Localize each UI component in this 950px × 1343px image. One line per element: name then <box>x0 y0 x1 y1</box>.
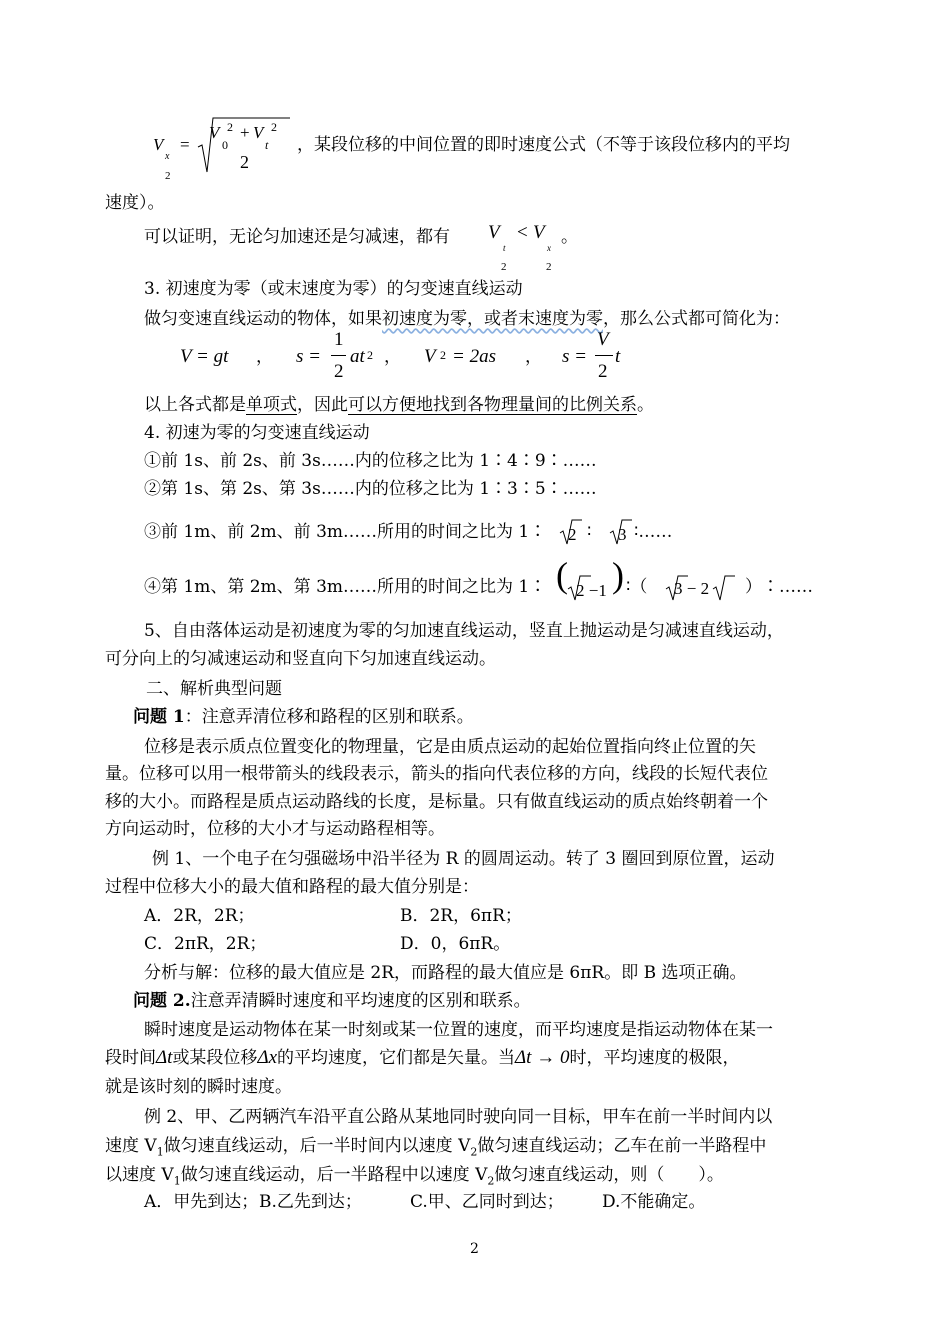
subscript: 1 <box>156 1145 164 1159</box>
formula-den: 2 <box>240 152 249 172</box>
formula-num-b-sup: 2 <box>271 120 277 134</box>
sqrt-icon <box>666 576 688 600</box>
question1-label: 问题 1 <box>133 707 185 727</box>
question2-text: 注意弄清瞬时速度和平均速度的区别和联系。 <box>190 991 531 1011</box>
proof-v2-sub: x <box>547 243 551 253</box>
section4-item1: ①前 1s、前 2s、前 3s……内的位移之比为 1∶4∶9∶…… <box>144 451 597 471</box>
intro-text-end: ，那么公式都可简化为： <box>603 309 790 329</box>
formula-v-gt: V = gt <box>180 346 229 367</box>
example1-line1: 例 1、一个电子在匀强磁场中沿半径为 R 的圆周运动。转了 3 圈回到原位置，运动 <box>152 849 775 869</box>
item3-root1: 2 <box>568 525 577 544</box>
text-run: 的平均速度，它们都是矢量。当 <box>277 1048 516 1068</box>
proof-lt: < <box>517 222 528 243</box>
item4-text: ④第 1m、第 2m、第 3m……所用的时间之比为 1∶ <box>144 577 547 597</box>
formula-sep: ， <box>384 347 401 367</box>
sqrt-icon <box>198 118 290 172</box>
delta-x: Δx <box>257 1047 278 1068</box>
proof-v2-sub2: 2 <box>546 261 552 273</box>
text-run: 做匀速直线运动，后一半时间内以速度 V <box>163 1136 471 1156</box>
question1-text: ：注意弄清位移和路程的区别和联系。 <box>184 707 474 727</box>
text-run: 或某段位移 <box>172 1048 258 1068</box>
formula-s2-num: V <box>597 329 609 350</box>
sqrt-icon <box>610 520 632 544</box>
formula-num-plus: + <box>240 123 250 142</box>
proof-end: 。 <box>561 227 578 247</box>
formula-num-b-sub: t <box>265 138 269 152</box>
formula-num-b: V <box>253 123 264 142</box>
formula-v2-rhs: = 2as <box>452 346 496 367</box>
formula-s-sup: 2 <box>367 348 373 362</box>
item3-ratio: ∶ <box>587 522 592 542</box>
summary-underlined: 单项式 <box>246 395 297 415</box>
item4-open-paren: ( <box>556 555 568 595</box>
paragraph-line: 量。位移可以用一根带箭头的线段表示，箭头的指向代表位移的方向，线段的长短代表位 <box>105 764 768 784</box>
paragraph-line: 就是该时刻的瞬时速度。 <box>105 1077 292 1097</box>
formula-v2-sup: 2 <box>440 348 446 362</box>
formula-sep: ， <box>525 347 542 367</box>
intro-wavy: 初速度为零，或者末速度为零 <box>382 309 603 329</box>
section5-line2: 可分向上的匀减速运动和竖直向下匀加速直线运动。 <box>105 649 496 669</box>
paragraph-line: 方向运动时，位移的大小才与运动路程相等。 <box>105 819 445 839</box>
example1-option-d: D．0，6πR。 <box>400 934 511 954</box>
example2-option-a: A．甲先到达； <box>144 1192 259 1212</box>
example1-option-a: A．2R，2R； <box>144 906 255 926</box>
proof-v1: V <box>488 222 500 243</box>
item4-inner: 2 −1 <box>576 581 607 600</box>
section4-item2: ②第 1s、第 2s、第 3s……内的位移之比为 1∶3∶5∶…… <box>144 479 597 499</box>
limit-expression: Δt → 0 <box>515 1047 570 1068</box>
formula-s2-lhs: s = <box>562 346 587 367</box>
subscript: 2 <box>487 1174 495 1188</box>
formula-lhs: V <box>153 135 164 154</box>
text-run: 做匀速直线运动，后一半路程中以速度 V <box>180 1165 488 1185</box>
proof-v1-sub: t <box>503 243 506 253</box>
text-run: 速度 V <box>105 1136 157 1156</box>
text-run: 做匀速直线运动，则（ ）。 <box>494 1165 724 1185</box>
item3-root2: 3 <box>618 525 627 544</box>
example2-line1: 例 2、甲、乙两辆汽车沿平直公路从某地同时驶向同一目标，甲车在前一半时间内以 <box>144 1107 773 1127</box>
item3-text: ③前 1m、前 2m、前 3m……所用的时间之比为 1∶ <box>144 522 547 542</box>
formula-sep: ， <box>256 347 273 367</box>
item4-ratio: ∶（ <box>626 577 648 597</box>
summary-underlined: 可以方便地找到各物理量间的比例关系 <box>348 395 637 415</box>
example1-option-c: C．2πR，2R； <box>144 934 267 954</box>
item4-tail: ）∶…… <box>745 577 813 597</box>
paragraph-line: 位移是表示质点位置变化的物理量，它是由质点运动的起始位置指向终止位置的矢 <box>144 737 756 757</box>
paragraph-line: 移的大小。而路程是质点运动路线的长度，是标量。只有做直线运动的质点始终朝着一个 <box>105 792 768 812</box>
formula-s-num: 1 <box>334 329 344 350</box>
text-run: 做匀速直线运动；乙车在前一半路程中 <box>477 1136 767 1156</box>
page-number: 2 <box>470 1241 479 1257</box>
proof-v2: V <box>533 222 545 243</box>
summary-text: 以上各式都是 <box>144 395 246 415</box>
delta-t: Δt <box>156 1047 173 1068</box>
part2-heading: 二、解析典型问题 <box>146 679 282 699</box>
sqrt-icon <box>560 520 582 544</box>
text-run: 段时间 <box>105 1048 156 1068</box>
formula-num-a-sup: 2 <box>227 120 233 134</box>
example2-option-b: B.乙先到达； <box>259 1192 362 1212</box>
formula-num-a-sub: 0 <box>222 138 228 152</box>
formula-s2-rhs: t <box>615 346 621 367</box>
paragraph-line: 瞬时速度是运动物体在某一时刻或某一位置的速度，而平均速度是指运动物体在某一 <box>144 1020 773 1040</box>
proof-v1-sub2: 2 <box>501 261 507 273</box>
example2-option-d: D.不能确定。 <box>602 1192 706 1212</box>
example2-option-c: C.甲、乙同时到达； <box>410 1192 564 1212</box>
example1-answer: 分析与解：位移的最大值应是 2R，而路程的最大值应是 6πR。即 B 选项正确。 <box>144 963 747 983</box>
intro-text: 做匀变速直线运动的物体，如果 <box>144 309 382 329</box>
section5-line1: 5、自由落体运动是初速度为零的匀加速直线运动，竖直上抛运动是匀减速直线运动， <box>144 621 784 641</box>
subscript: 1 <box>173 1174 181 1188</box>
formula-lhs-sub-den: 2 <box>165 170 171 182</box>
item3-tail: ∶…… <box>634 522 673 542</box>
paragraph-line: 速度）。 <box>105 193 165 213</box>
subscript: 2 <box>470 1145 478 1159</box>
summary-text: 。 <box>637 395 654 415</box>
formula-s-den: 2 <box>334 361 344 382</box>
formula-desc: ，某段位移的中间位置的即时速度公式（不等于该段位移内的平均 <box>297 135 790 155</box>
formula-s-lhs: s = <box>296 346 321 367</box>
item4-close-paren: ) <box>612 555 624 595</box>
proof-text: 可以证明，无论匀加速还是匀减速，都有 <box>144 227 450 247</box>
section4-heading: 4. 初速为零的匀变速直线运动 <box>144 423 370 443</box>
text-run: 时，平均速度的极限， <box>569 1048 740 1068</box>
sqrt-icon <box>568 576 591 600</box>
question2-label: 问题 2. <box>133 991 191 1011</box>
item4-inner2: 3 − 2 <box>674 579 710 598</box>
formula-s-rhs: at <box>350 346 365 367</box>
example1-option-b: B．2R，6πR； <box>400 906 522 926</box>
section3-heading: 3. 初速度为零（或末速度为零）的匀变速直线运动 <box>144 279 523 299</box>
text-run: 以速度 V <box>105 1165 174 1185</box>
formula-eq: = <box>180 135 190 154</box>
sqrt-icon <box>713 576 735 600</box>
formula-num-a: V <box>209 123 220 142</box>
formula-v2: V <box>424 346 436 367</box>
formula-lhs-sub: x <box>165 151 170 162</box>
formula-s2-den: 2 <box>598 361 608 382</box>
summary-text: ，因此 <box>297 395 348 415</box>
example1-line2: 过程中位移大小的最大值和路程的最大值分别是： <box>105 877 479 897</box>
